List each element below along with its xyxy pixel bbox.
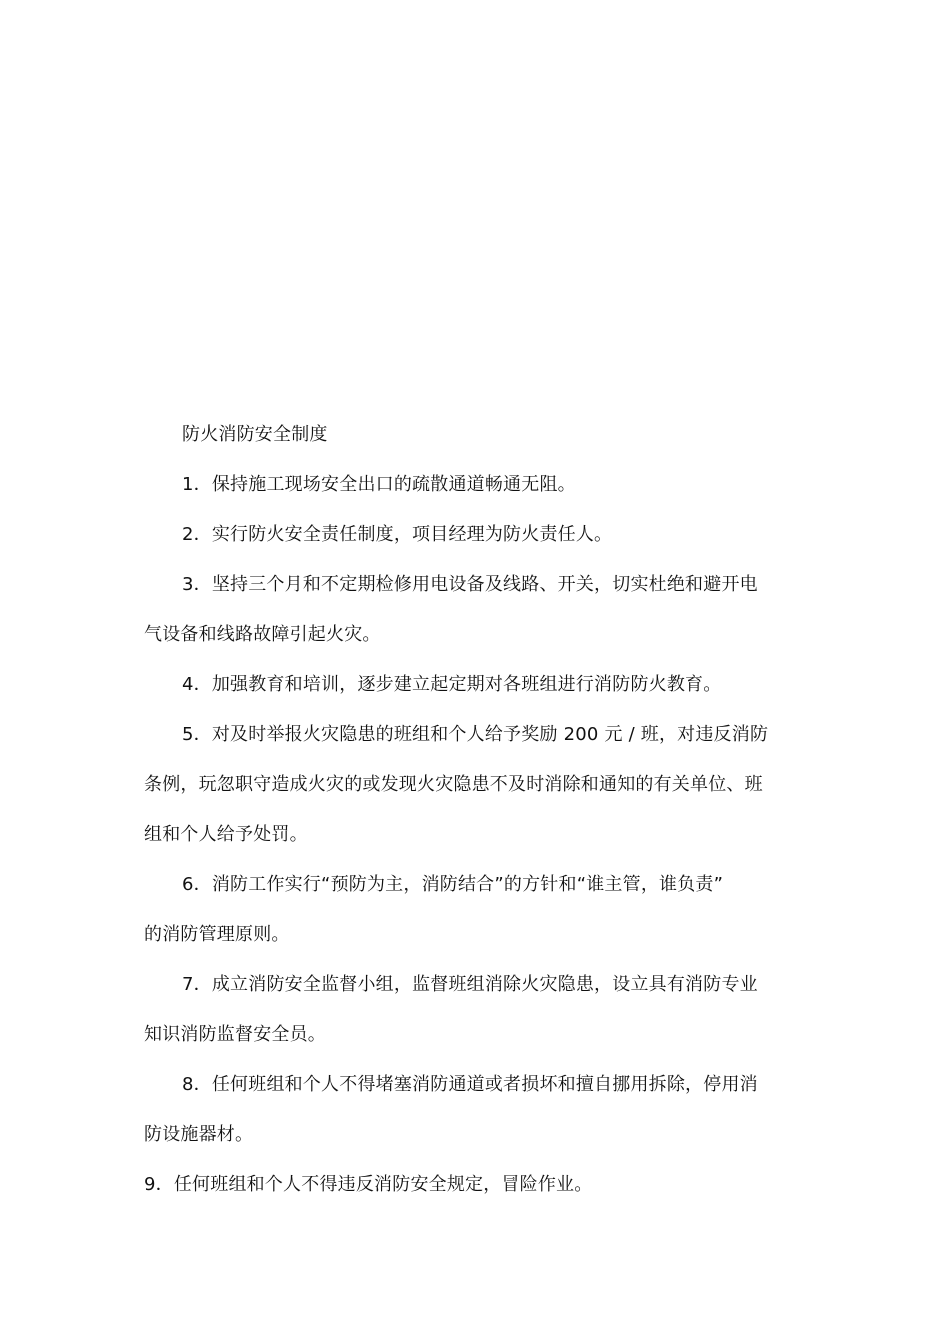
rule-line: 2．实行防火安全责任制度，项目经理为防火责任人。 — [182, 524, 613, 545]
rule-line: 6．消防工作实行“预防为主，消防结合”的方针和“谁主管，谁负责” — [182, 874, 724, 895]
rule-line: 组和个人给予处罚。 — [144, 824, 308, 845]
rule-line: 防设施器材。 — [144, 1124, 254, 1145]
rule-line: 3．坚持三个月和不定期检修用电设备及线路、开关，切实杜绝和避开电 — [182, 574, 758, 595]
rule-line: 1．保持施工现场安全出口的疏散通道畅通无阻。 — [182, 474, 576, 495]
document-body — [144, 410, 812, 1210]
rule-line: 7．成立消防安全监督小组，监督班组消除火灾隐患，设立具有消防专业 — [182, 974, 758, 995]
document-title: 防火消防安全制度 — [182, 424, 328, 445]
rule-line: 5．对及时举报火灾隐患的班组和个人给予奖励 200 元 / 班，对违反消防 — [182, 724, 769, 745]
rule-line: 4．加强教育和培训，逐步建立起定期对各班组进行消防防火教育。 — [182, 674, 722, 695]
rule-line: 的消防管理原则。 — [144, 924, 290, 945]
rule-line: 气设备和线路故障引起火灾。 — [144, 624, 381, 645]
rule-line: 9．任何班组和个人不得违反消防安全规定，冒险作业。 — [144, 1174, 593, 1195]
rule-line: 知识消防监督安全员。 — [144, 1024, 326, 1045]
rule-line: 条例，玩忽职守造成火灾的或发现火灾隐患不及时消除和通知的有关单位、班 — [144, 774, 763, 795]
rule-line: 8．任何班组和个人不得堵塞消防通道或者损坏和擅自挪用拆除，停用消 — [182, 1074, 758, 1095]
